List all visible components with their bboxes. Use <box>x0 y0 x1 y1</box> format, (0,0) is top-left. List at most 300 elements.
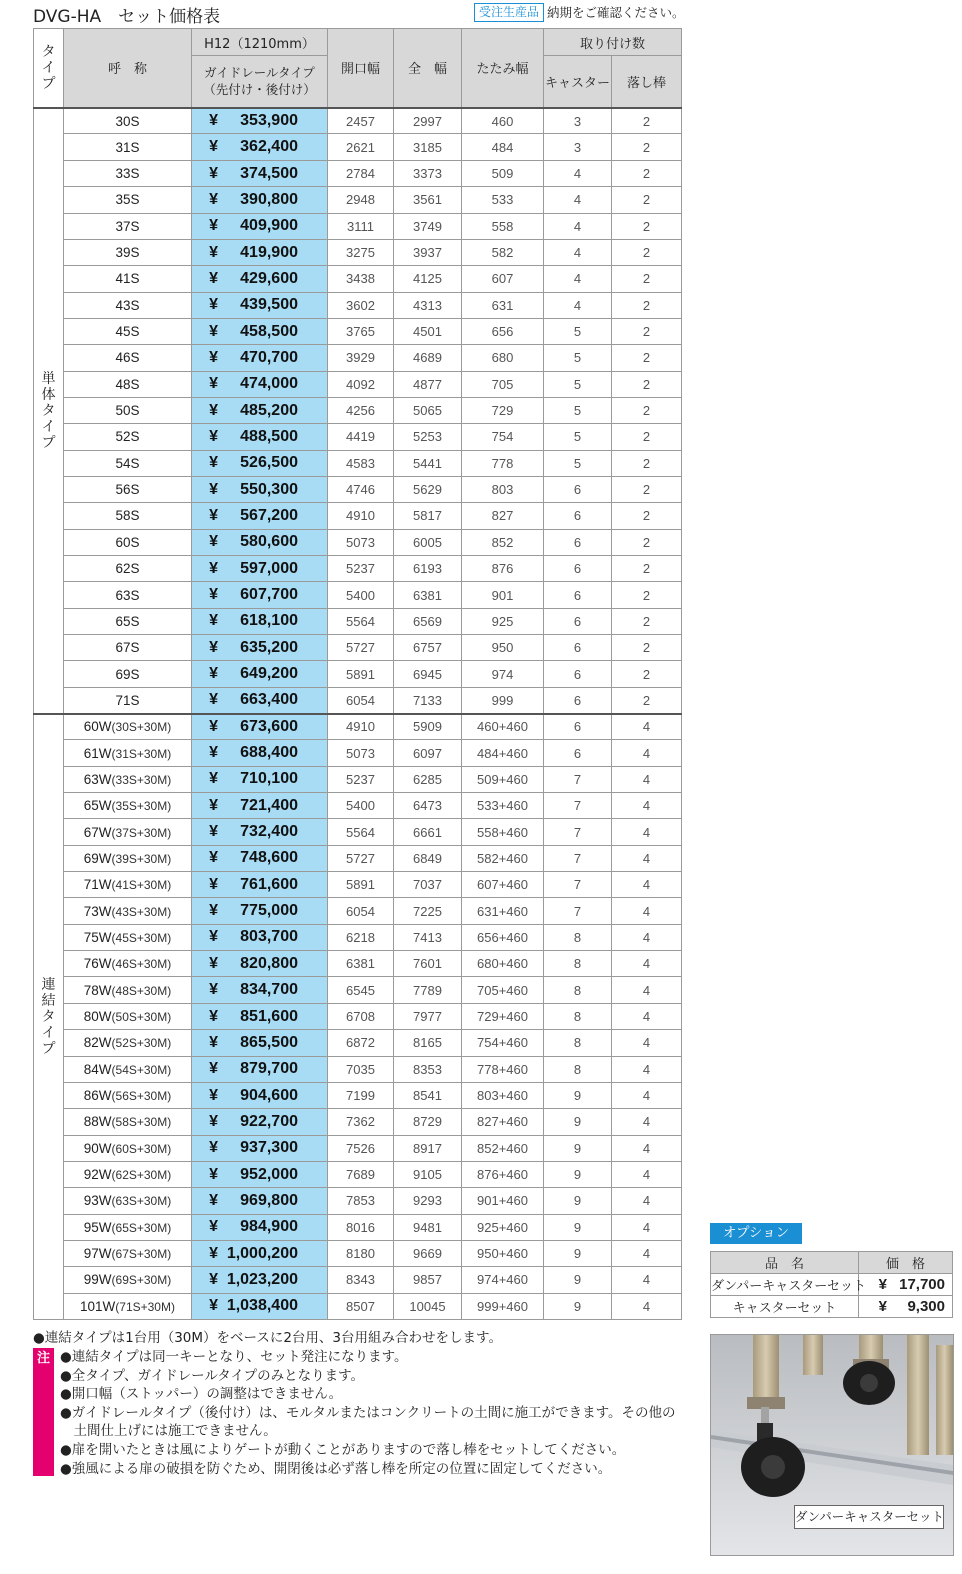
caster-count: 3 <box>544 134 612 160</box>
total-width: 6381 <box>394 582 462 608</box>
model-code: 61W <box>83 745 112 761</box>
model-code: 60S <box>115 534 140 550</box>
set-price <box>192 582 328 608</box>
yen-sign: ¥ <box>209 1112 218 1130</box>
model-name <box>64 1109 192 1135</box>
model-code: 43S <box>115 297 140 313</box>
set-price <box>192 635 328 661</box>
total-width: 7133 <box>394 687 462 713</box>
group-linked-type <box>34 714 64 1320</box>
model-name <box>64 819 192 845</box>
model-code: 35S <box>115 192 140 208</box>
yen-sign: ¥ <box>209 296 218 314</box>
price-value: 969,800 <box>240 1191 298 1209</box>
opening-width: 6872 <box>328 1030 394 1056</box>
model-name <box>64 977 192 1003</box>
option-row <box>711 1296 953 1318</box>
model-name <box>64 503 192 529</box>
model-name <box>64 714 192 740</box>
drop-rod-count: 2 <box>612 318 682 344</box>
folded-width: 680 <box>462 345 544 371</box>
model-code: 88W <box>83 1114 112 1130</box>
opening-width: 2784 <box>328 160 394 186</box>
total-width: 8917 <box>394 1135 462 1161</box>
price-value: 775,000 <box>240 902 298 920</box>
table-row <box>34 714 682 740</box>
model-name <box>64 687 192 713</box>
table-row <box>34 529 682 555</box>
total-width: 8353 <box>394 1056 462 1082</box>
folded-width: 925 <box>462 608 544 634</box>
total-width: 9669 <box>394 1240 462 1266</box>
set-price <box>192 766 328 792</box>
opening-width: 8180 <box>328 1240 394 1266</box>
drop-rod-count: 2 <box>612 371 682 397</box>
model-composition: (37S+30M) <box>111 825 172 840</box>
note-item: ●開口幅（ストッパー）の調整はできません。 <box>60 1386 343 1403</box>
caster-count: 6 <box>544 740 612 766</box>
model-code: 69W <box>83 850 112 866</box>
price-value: 374,500 <box>240 164 298 182</box>
total-width: 3937 <box>394 239 462 265</box>
caster-count: 7 <box>544 898 612 924</box>
model-composition: (39S+30M) <box>111 851 172 866</box>
model-name <box>64 529 192 555</box>
folded-width: 484 <box>462 134 544 160</box>
table-row <box>34 187 682 213</box>
model-name <box>64 1293 192 1319</box>
caster-count: 8 <box>544 951 612 977</box>
total-width: 4877 <box>394 371 462 397</box>
yen-sign: ¥ <box>209 638 218 656</box>
drop-rod-count: 2 <box>612 187 682 213</box>
set-price <box>192 740 328 766</box>
opening-width: 8016 <box>328 1214 394 1240</box>
caster-count: 6 <box>544 476 612 502</box>
set-price <box>192 187 328 213</box>
price-value: 1,000,200 <box>226 1244 298 1262</box>
caster-count: 6 <box>544 503 612 529</box>
price-value: 834,700 <box>240 981 298 999</box>
opening-width: 4583 <box>328 450 394 476</box>
opening-width: 5400 <box>328 793 394 819</box>
caster-count: 9 <box>544 1082 612 1108</box>
option-price-value: 9,300 <box>907 1298 945 1315</box>
yen-sign: ¥ <box>209 928 218 946</box>
table-row <box>34 845 682 871</box>
total-width: 3185 <box>394 134 462 160</box>
set-price <box>192 793 328 819</box>
folded-width: 803 <box>462 476 544 502</box>
folded-width: 827 <box>462 503 544 529</box>
model-code: 45S <box>115 324 140 340</box>
table-row <box>34 424 682 450</box>
model-composition: (62S+30M) <box>111 1168 172 1183</box>
total-width: 7225 <box>394 898 462 924</box>
set-price <box>192 1240 328 1266</box>
caster-count: 5 <box>544 450 612 476</box>
total-width: 4313 <box>394 292 462 318</box>
header-drop-rod: 落し棒 <box>612 56 682 108</box>
total-width: 8541 <box>394 1082 462 1108</box>
model-code: 75W <box>83 929 112 945</box>
yen-sign: ¥ <box>209 691 218 709</box>
caster-count: 9 <box>544 1135 612 1161</box>
folded-width: 876+460 <box>462 1161 544 1187</box>
model-name <box>64 1082 192 1108</box>
price-value: 470,700 <box>240 348 298 366</box>
caster-count: 5 <box>544 345 612 371</box>
caster-count: 3 <box>544 108 612 134</box>
price-value: 1,038,400 <box>226 1297 298 1315</box>
table-row <box>34 1056 682 1082</box>
drop-rod-count: 2 <box>612 687 682 713</box>
caster-count: 5 <box>544 397 612 423</box>
drop-rod-count: 2 <box>612 582 682 608</box>
model-name <box>64 1188 192 1214</box>
yen-sign: ¥ <box>209 823 218 841</box>
opening-width: 3111 <box>328 213 394 239</box>
yen-sign: ¥ <box>209 1165 218 1183</box>
total-width: 9293 <box>394 1188 462 1214</box>
total-width: 3749 <box>394 213 462 239</box>
table-row <box>34 1135 682 1161</box>
drop-rod-count: 4 <box>612 1161 682 1187</box>
caster-count: 6 <box>544 661 612 687</box>
price-table <box>33 28 682 1320</box>
set-price <box>192 345 328 371</box>
drop-rod-count: 2 <box>612 476 682 502</box>
price-value: 635,200 <box>240 638 298 656</box>
total-width: 2997 <box>394 108 462 134</box>
model-composition: (30S+30M) <box>111 720 172 735</box>
table-row <box>34 1293 682 1319</box>
model-code: 80W <box>83 1009 112 1024</box>
option-item-price <box>859 1296 953 1318</box>
yen-sign: ¥ <box>209 1139 218 1157</box>
folded-width: 925+460 <box>462 1214 544 1240</box>
drop-rod-count: 4 <box>612 1293 682 1319</box>
model-code: 82W <box>83 1035 112 1051</box>
note-item: ●全タイプ、ガイドレールタイプのみとなります。 <box>60 1367 365 1384</box>
header-height: H12（1210mm） <box>192 29 328 56</box>
folded-width: 607+460 <box>462 872 544 898</box>
total-width: 5909 <box>394 714 462 740</box>
table-row <box>34 898 682 924</box>
set-price <box>192 1082 328 1108</box>
total-width: 8165 <box>394 1030 462 1056</box>
table-row <box>34 687 682 713</box>
caster-count: 7 <box>544 819 612 845</box>
folded-width: 729+460 <box>462 1003 544 1029</box>
model-code: 93W <box>83 1193 112 1209</box>
opening-width: 3765 <box>328 318 394 344</box>
note-item: 土間仕上げには施工できません。 <box>60 1423 277 1440</box>
opening-width: 4419 <box>328 424 394 450</box>
model-code: 67W <box>83 824 112 840</box>
table-row <box>34 951 682 977</box>
header-name: 呼 称 <box>64 29 192 108</box>
table-row <box>34 766 682 792</box>
model-composition: (31S+30M) <box>111 746 172 761</box>
drop-rod-count: 2 <box>612 160 682 186</box>
set-price <box>192 819 328 845</box>
model-composition: (46S+30M) <box>111 957 172 972</box>
caster-count: 8 <box>544 1030 612 1056</box>
drop-rod-count: 2 <box>612 555 682 581</box>
folded-width: 509+460 <box>462 766 544 792</box>
model-code: 39S <box>115 245 140 261</box>
set-price <box>192 1030 328 1056</box>
caster-count: 5 <box>544 318 612 344</box>
drop-rod-count: 2 <box>612 239 682 265</box>
set-price <box>192 318 328 344</box>
set-price <box>192 951 328 977</box>
model-code: 71W <box>83 877 112 893</box>
folded-width: 631 <box>462 292 544 318</box>
folded-width: 705+460 <box>462 977 544 1003</box>
opening-width: 7035 <box>328 1056 394 1082</box>
model-name <box>64 371 192 397</box>
model-name <box>64 766 192 792</box>
yen-sign: ¥ <box>878 1276 887 1293</box>
opening-width: 4910 <box>328 503 394 529</box>
drop-rod-count: 4 <box>612 793 682 819</box>
price-value: 952,000 <box>240 1165 298 1183</box>
caster-count: 6 <box>544 687 612 713</box>
opening-width: 7689 <box>328 1161 394 1187</box>
price-value: 663,400 <box>240 691 298 709</box>
table-row <box>34 134 682 160</box>
table-row <box>34 1188 682 1214</box>
yen-sign: ¥ <box>209 322 218 340</box>
option-item-name: ダンパーキャスターセット <box>711 1274 859 1296</box>
model-composition: (52S+30M) <box>111 1036 172 1051</box>
model-name <box>64 1214 192 1240</box>
price-value: 803,700 <box>240 928 298 946</box>
total-width: 4689 <box>394 345 462 371</box>
model-composition: (67S+30M) <box>111 1247 172 1262</box>
drop-rod-count: 4 <box>612 924 682 950</box>
drop-rod-count: 2 <box>612 450 682 476</box>
model-name <box>64 608 192 634</box>
folded-width: 460 <box>462 108 544 134</box>
total-width: 6097 <box>394 740 462 766</box>
linked-type-note: ●連結タイプは1台用（30M）をベースに2台用、3台用組み合わせをします。 <box>33 1330 502 1346</box>
set-price <box>192 160 328 186</box>
total-width: 9105 <box>394 1161 462 1187</box>
yen-sign: ¥ <box>209 190 218 208</box>
price-value: 458,500 <box>240 322 298 340</box>
note-item: ●強風による扉の破損を防ぐため、開閉後は必ず落し棒を所定の位置に固定してください。 <box>60 1460 612 1477</box>
header-folded-width: たたみ幅 <box>462 29 544 108</box>
total-width: 5253 <box>394 424 462 450</box>
notes-list <box>60 1348 690 1478</box>
table-row <box>34 1267 682 1293</box>
table-row <box>34 1082 682 1108</box>
group-single-type-label: 単体タイプ <box>41 370 56 451</box>
caster-count: 4 <box>544 239 612 265</box>
set-price <box>192 424 328 450</box>
price-value: 904,600 <box>240 1086 298 1104</box>
model-name <box>64 951 192 977</box>
total-width: 7789 <box>394 977 462 1003</box>
price-value: 937,300 <box>240 1139 298 1157</box>
model-composition: (54S+30M) <box>111 1062 172 1077</box>
drop-rod-count: 4 <box>612 766 682 792</box>
set-price <box>192 714 328 740</box>
opening-width: 6218 <box>328 924 394 950</box>
caster-count: 9 <box>544 1267 612 1293</box>
yen-sign: ¥ <box>209 849 218 867</box>
caster-count: 8 <box>544 1003 612 1029</box>
total-width: 6757 <box>394 635 462 661</box>
model-code: 60W <box>83 719 112 735</box>
total-width: 5065 <box>394 397 462 423</box>
folded-width: 533 <box>462 187 544 213</box>
price-value: 879,700 <box>240 1060 298 1078</box>
model-composition: (50S+30M) <box>111 1010 172 1024</box>
model-code: 63W <box>83 771 112 787</box>
total-width: 5629 <box>394 476 462 502</box>
header-guide-rail-type: ガイドレールタイプ（先付け・後付け） <box>192 56 328 108</box>
model-composition: (63S+30M) <box>111 1194 172 1209</box>
photo-caption: ダンパーキャスターセット <box>794 1505 944 1529</box>
yen-sign: ¥ <box>209 533 218 551</box>
yen-sign: ¥ <box>209 902 218 920</box>
model-code: 97W <box>83 1246 112 1262</box>
drop-rod-count: 4 <box>612 740 682 766</box>
total-width: 6193 <box>394 555 462 581</box>
model-composition: (56S+30M) <box>111 1089 172 1104</box>
caster-count: 5 <box>544 371 612 397</box>
set-price <box>192 450 328 476</box>
model-code: 90W <box>83 1140 112 1156</box>
yen-sign: ¥ <box>209 1270 218 1288</box>
model-code: 63S <box>115 587 140 603</box>
model-code: 37S <box>115 218 140 234</box>
table-row <box>34 213 682 239</box>
price-value: 390,800 <box>240 190 298 208</box>
caster-count: 4 <box>544 160 612 186</box>
total-width: 8729 <box>394 1109 462 1135</box>
folded-width: 656 <box>462 318 544 344</box>
folded-width: 509 <box>462 160 544 186</box>
drop-rod-count: 4 <box>612 1003 682 1029</box>
table-row <box>34 924 682 950</box>
opening-width: 5891 <box>328 661 394 687</box>
price-value: 851,600 <box>240 1007 298 1025</box>
model-code: 86W <box>83 1088 112 1104</box>
option-item-name: キャスターセット <box>711 1296 859 1318</box>
folded-width: 582+460 <box>462 845 544 871</box>
price-value: 488,500 <box>240 427 298 445</box>
drop-rod-count: 4 <box>612 872 682 898</box>
yen-sign: ¥ <box>209 454 218 472</box>
model-name <box>64 476 192 502</box>
price-value: 649,200 <box>240 665 298 683</box>
folded-width: 950+460 <box>462 1240 544 1266</box>
model-code: 65W <box>83 798 112 814</box>
folded-width: 999+460 <box>462 1293 544 1319</box>
option-header-price: 価 格 <box>859 1252 953 1274</box>
model-name <box>64 266 192 292</box>
drop-rod-count: 2 <box>612 134 682 160</box>
model-name <box>64 1161 192 1187</box>
folded-width: 484+460 <box>462 740 544 766</box>
folded-width: 999 <box>462 687 544 713</box>
folded-width: 803+460 <box>462 1082 544 1108</box>
opening-width: 5400 <box>328 582 394 608</box>
set-price <box>192 476 328 502</box>
table-row <box>34 740 682 766</box>
drop-rod-count: 2 <box>612 108 682 134</box>
table-row <box>34 450 682 476</box>
model-name <box>64 318 192 344</box>
opening-width: 5564 <box>328 819 394 845</box>
yen-sign: ¥ <box>209 981 218 999</box>
folded-width: 974+460 <box>462 1267 544 1293</box>
folded-width: 582 <box>462 239 544 265</box>
opening-width: 4092 <box>328 371 394 397</box>
opening-width: 8507 <box>328 1293 394 1319</box>
table-row <box>34 555 682 581</box>
total-width: 6005 <box>394 529 462 555</box>
caster-count: 7 <box>544 872 612 898</box>
folded-width: 558 <box>462 213 544 239</box>
caster-count: 6 <box>544 582 612 608</box>
set-price <box>192 397 328 423</box>
drop-rod-count: 4 <box>612 1214 682 1240</box>
opening-width: 4746 <box>328 476 394 502</box>
price-value: 1,023,200 <box>226 1270 298 1288</box>
model-code: 84W <box>83 1061 112 1077</box>
folded-width: 754 <box>462 424 544 450</box>
yen-sign: ¥ <box>209 717 218 735</box>
opening-width: 2621 <box>328 134 394 160</box>
folded-width: 680+460 <box>462 951 544 977</box>
folded-width: 901 <box>462 582 544 608</box>
folded-width: 974 <box>462 661 544 687</box>
yen-sign: ¥ <box>209 954 218 972</box>
table-row <box>34 1240 682 1266</box>
price-value: 597,000 <box>240 559 298 577</box>
yen-sign: ¥ <box>209 348 218 366</box>
yen-sign: ¥ <box>209 665 218 683</box>
model-code: 65S <box>115 613 140 629</box>
set-price <box>192 134 328 160</box>
yen-sign: ¥ <box>209 112 218 130</box>
model-name <box>64 924 192 950</box>
price-value: 922,700 <box>240 1112 298 1130</box>
caster-count: 6 <box>544 635 612 661</box>
folded-width: 901+460 <box>462 1188 544 1214</box>
table-row <box>34 239 682 265</box>
table-row <box>34 582 682 608</box>
model-composition: (41S+30M) <box>111 878 172 893</box>
total-width: 5441 <box>394 450 462 476</box>
drop-rod-count: 2 <box>612 397 682 423</box>
total-width: 9481 <box>394 1214 462 1240</box>
caster-count: 4 <box>544 213 612 239</box>
caster-count: 6 <box>544 714 612 740</box>
price-value: 721,400 <box>240 796 298 814</box>
opening-width: 3438 <box>328 266 394 292</box>
set-price <box>192 292 328 318</box>
drop-rod-count: 4 <box>612 1240 682 1266</box>
model-code: 92W <box>83 1167 112 1183</box>
folded-width: 656+460 <box>462 924 544 950</box>
